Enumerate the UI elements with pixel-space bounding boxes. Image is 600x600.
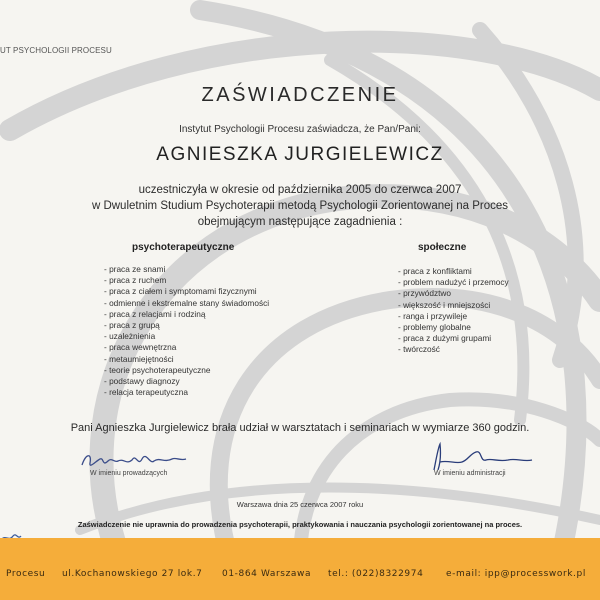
- list-item: - praca z ciałem i symptomami fizycznymi: [104, 286, 257, 297]
- footer-band: [0, 538, 600, 600]
- column-heading-psychotherapeutic: psychoterapeutyczne: [132, 242, 235, 253]
- footer-address: ul.Kochanowskiego 27 lok.7: [62, 569, 203, 579]
- hours-summary: Pani Agnieszka Jurgielewicz brała udział w warsztatach i seminariach w wymiarze 360 godzin.: [70, 422, 530, 434]
- topics-list-psychotherapeutic: [104, 264, 269, 398]
- footer-phone: tel.: (022)8322974: [328, 569, 424, 579]
- column-heading-social: społeczne: [418, 242, 467, 253]
- footer-email: e-mail: ipp@processwork.pl: [446, 569, 586, 579]
- list-item: - twórczość: [398, 344, 440, 355]
- list-item: - praca z ruchem: [104, 275, 167, 286]
- course-line-2: w Dwuletnim Studium Psychoterapii metodą Psychologii Zorientowanej na Proces: [91, 200, 509, 212]
- list-item: - praca z dużymi grupami: [398, 333, 492, 344]
- signature-label-instructors: W imieniu prowadzących: [90, 470, 168, 477]
- list-item: - problemy globalne: [398, 322, 471, 333]
- list-item: - praca z konfliktami: [398, 266, 472, 276]
- disclaimer-text: Zaświadczenie nie uprawnia do prowadzenia psychoterapii, praktykowania i nauczania psychologii zorientowanej na proces.: [77, 520, 523, 529]
- list-item: - odmienne i ekstremalne stany świadomości: [104, 297, 270, 308]
- list-item: - praca z relacjami i rodziną: [104, 308, 206, 319]
- recipient-name: AGNIESZKA JURGIELEWICZ: [156, 144, 444, 165]
- signature-label-administration: W imieniu administracji: [434, 470, 506, 477]
- list-item: - ranga i przywileje: [398, 310, 468, 321]
- list-item: - relacja terapeutyczna: [104, 387, 188, 398]
- course-line-1: uczestniczyła w okresie od października 2005 do czerwca 2007: [138, 184, 462, 196]
- footer-postal: 01-864 Warszawa: [222, 569, 312, 579]
- intro-text: Instytut Psychologii Procesu zaświadcza, że Pan/Pani:: [179, 124, 421, 135]
- list-item: - problem nadużyć i przemocy: [398, 277, 509, 288]
- list-item: - praca ze snami: [104, 264, 166, 274]
- list-item: - większość i mniejszości: [398, 299, 491, 310]
- certificate-title: ZAŚWIADCZENIE: [201, 84, 399, 106]
- list-item: - praca z grupą: [104, 320, 160, 331]
- administration-signature: [428, 440, 538, 474]
- list-item: - metaumiejętności: [104, 353, 174, 364]
- list-item: - podstawy diagnozy: [104, 376, 180, 387]
- topics-list-social: [398, 266, 509, 356]
- list-item: - praca wewnętrzna: [104, 342, 177, 353]
- institute-header: UT PSYCHOLOGII PROCESU: [0, 46, 112, 55]
- footer-org: Procesu: [6, 569, 46, 579]
- list-item: - teorie psychoterapeutyczne: [104, 364, 211, 375]
- list-item: - przywództwo: [398, 288, 452, 299]
- place-and-date: Warszawa dnia 25 czerwca 2007 roku: [236, 500, 364, 509]
- list-item: - uzależnienia: [104, 331, 156, 342]
- course-line-3: obejmującym następujące zagadnienia :: [197, 216, 403, 228]
